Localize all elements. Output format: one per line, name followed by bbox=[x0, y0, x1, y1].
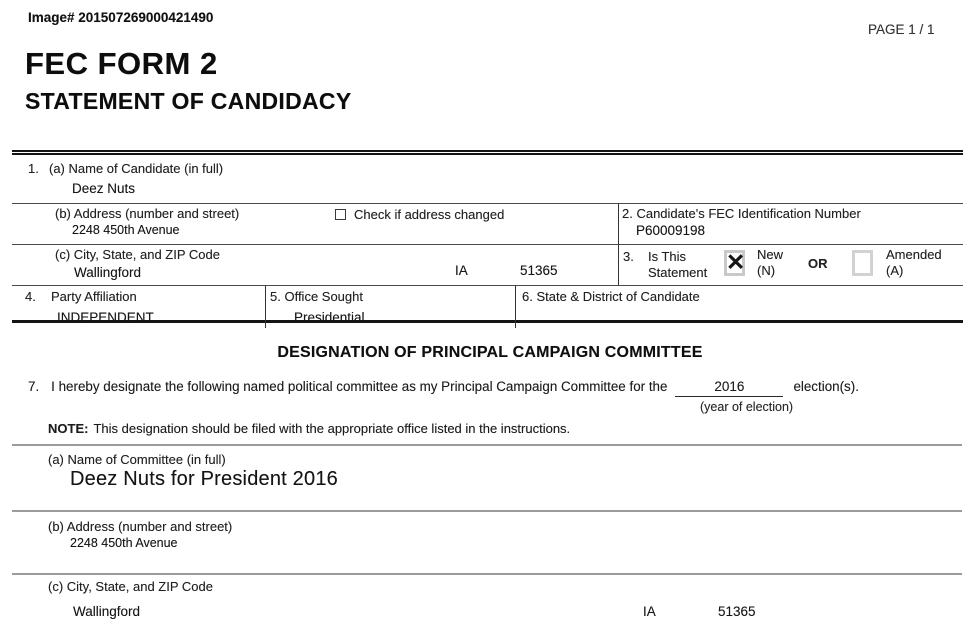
state-district-label: 6. State & District of Candidate bbox=[522, 289, 700, 304]
office-sought-value: Presidential bbox=[294, 310, 365, 325]
candidate-state-value: IA bbox=[455, 263, 468, 278]
committee-city-value: Wallingford bbox=[73, 604, 141, 619]
page-indicator: PAGE 1 / 1 bbox=[868, 22, 935, 37]
party-label: Party Affiliation bbox=[51, 289, 137, 304]
column-divider bbox=[265, 285, 266, 328]
note-text: This designation should be filed with the appropriate office listed in the instructions. bbox=[93, 421, 571, 436]
new-label-line1: New bbox=[757, 247, 784, 262]
committee-address-value: 2248 450th Avenue bbox=[70, 536, 178, 550]
committee-name-row bbox=[12, 444, 962, 510]
candidate-zip-value: 51365 bbox=[520, 263, 558, 278]
note-label: NOTE: bbox=[48, 421, 89, 436]
candidate-name-value: Deez Nuts bbox=[72, 181, 136, 196]
party-number: 4. bbox=[25, 289, 36, 304]
candidate-info-table bbox=[12, 150, 963, 323]
address-changed-label: Check if address changed bbox=[354, 207, 505, 222]
committee-city-row bbox=[12, 573, 962, 631]
image-number: Image# 201507269000421490 bbox=[28, 10, 214, 25]
row-divider bbox=[12, 203, 963, 204]
designation-heading: DESIGNATION OF PRINCIPAL CAMPAIGN COMMITTEE bbox=[277, 344, 703, 361]
committee-address-label: (b) Address (number and street) bbox=[48, 519, 233, 534]
statement-type-label-line1: Is This bbox=[648, 249, 687, 264]
clause-number: 7. bbox=[28, 379, 40, 394]
form-subtitle: STATEMENT OF CANDIDACY bbox=[25, 88, 352, 114]
row-divider bbox=[12, 285, 963, 286]
candidate-address-value: 2248 450th Avenue bbox=[72, 223, 180, 237]
column-divider bbox=[515, 285, 516, 328]
office-sought-label: 5. Office Sought bbox=[270, 289, 363, 304]
candidate-city-label: (c) City, State, and ZIP Code bbox=[55, 247, 220, 262]
clause-text-after-year: election(s). bbox=[793, 379, 859, 394]
party-value: INDEPENDENT bbox=[57, 310, 154, 325]
committee-state-value: IA bbox=[643, 604, 656, 619]
fec-id-label: 2. Candidate's FEC Identification Number bbox=[622, 206, 861, 221]
committee-name-value: Deez Nuts for President 2016 bbox=[70, 468, 338, 490]
committee-address-row bbox=[12, 510, 962, 573]
year-of-election-field: 2016 bbox=[675, 379, 783, 397]
or-label: OR bbox=[808, 256, 828, 271]
new-statement-checkbox[interactable] bbox=[724, 250, 745, 276]
new-label-line2: (N) bbox=[757, 263, 776, 278]
year-of-election-caption: (year of election) bbox=[700, 400, 794, 414]
candidate-name-number: 1. bbox=[28, 161, 39, 176]
amended-label-line1: Amended bbox=[886, 247, 942, 262]
amended-statement-checkbox[interactable] bbox=[852, 250, 873, 276]
committee-name-label: (a) Name of Committee (in full) bbox=[48, 452, 226, 467]
amended-label-line2: (A) bbox=[886, 263, 904, 278]
committee-city-label: (c) City, State, and ZIP Code bbox=[48, 579, 213, 594]
statement-type-label-line2: Statement bbox=[648, 265, 708, 280]
x-mark-icon: ✕ bbox=[726, 249, 746, 275]
designation-clause bbox=[28, 379, 859, 397]
clause-text-before-year: I hereby designate the following named political committee as my Principal Campaign Committee for the bbox=[51, 379, 668, 394]
candidate-city-value: Wallingford bbox=[74, 265, 142, 280]
form-title: FEC FORM 2 bbox=[25, 46, 218, 81]
committee-zip-value: 51365 bbox=[718, 604, 756, 619]
candidate-name-label: (a) Name of Candidate (in full) bbox=[49, 161, 224, 176]
candidate-address-label: (b) Address (number and street) bbox=[55, 206, 240, 221]
address-changed-checkbox[interactable] bbox=[335, 209, 346, 220]
column-divider bbox=[618, 203, 619, 285]
row-divider bbox=[12, 244, 963, 245]
fec-id-value: P60009198 bbox=[636, 223, 706, 238]
statement-type-number: 3. bbox=[623, 249, 634, 264]
note-line bbox=[48, 421, 570, 436]
